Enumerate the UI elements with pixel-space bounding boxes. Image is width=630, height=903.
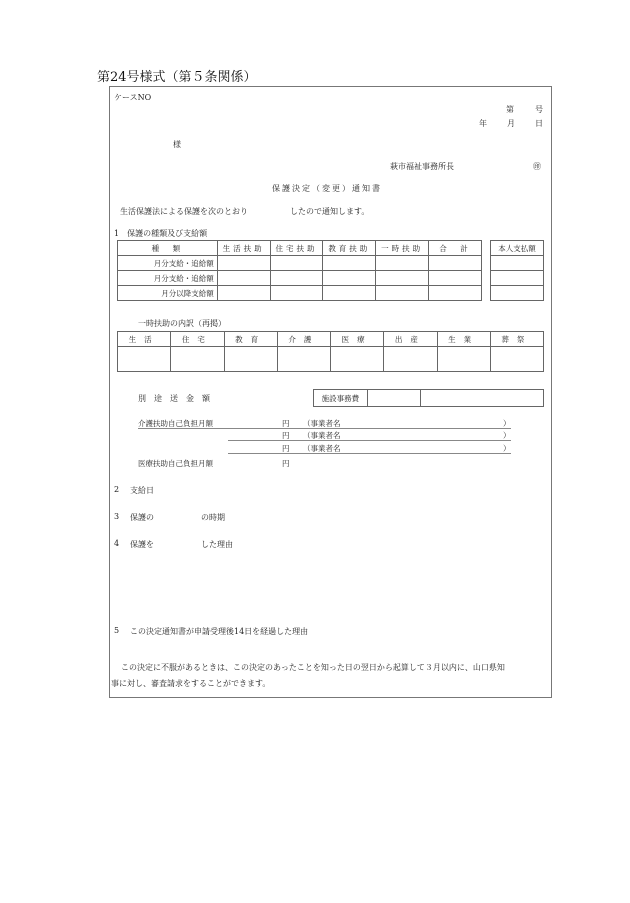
cell	[217, 256, 270, 271]
underline	[228, 440, 511, 441]
table-row	[118, 271, 482, 286]
provider-name-label: （事業者名	[303, 431, 341, 440]
document-title: 保護決定（変更）通知書	[272, 184, 382, 193]
table-header-row	[118, 332, 544, 347]
number-prefix: 第	[506, 105, 514, 114]
cell	[331, 347, 384, 372]
header-housing: 住宅	[171, 332, 224, 347]
item-number: 2	[114, 485, 120, 494]
form-number-title: 第24号様式（第５条関係）	[97, 70, 257, 85]
cell	[323, 286, 376, 301]
cell	[376, 256, 429, 271]
cell	[491, 256, 544, 271]
case-no-label: ケースNO	[114, 93, 152, 102]
row-label: 月分以降支給額	[118, 286, 218, 301]
care-copay-label: 介護扶助自己負担月額	[138, 419, 213, 428]
header-type: 種 類	[118, 241, 218, 256]
date-year: 年	[479, 119, 487, 128]
item-number: 5	[114, 626, 120, 635]
provider-name-label: （事業者名	[303, 419, 341, 428]
number-suffix: 号	[535, 105, 543, 114]
section1-title: 1 保護の種類及び支給額	[114, 229, 208, 238]
cell	[376, 271, 429, 286]
provider-close-paren: ）	[503, 444, 511, 453]
protection-reason-suffix: した理由	[201, 540, 233, 549]
facility-fee-label: 施設事務費	[314, 390, 368, 407]
row-label: 月分支給・追給額	[118, 271, 218, 286]
header-housing: 住宅扶助	[270, 241, 323, 256]
header-living: 生活扶助	[217, 241, 270, 256]
header-education: 教育	[224, 332, 277, 347]
header-education: 教育扶助	[323, 241, 376, 256]
provider-close-paren: ）	[503, 419, 511, 428]
table-row	[118, 256, 482, 271]
item-number: 3	[114, 512, 120, 521]
cell	[491, 271, 544, 286]
header-care: 介護	[277, 332, 330, 347]
cell	[384, 347, 437, 372]
protection-reason-label: 保護を	[130, 540, 154, 549]
cell	[490, 347, 543, 372]
cell	[491, 286, 544, 301]
appeal-notice-line1: この決定に不服があるときは、この決定のあったことを知った日の翌日から起算して３月以内に、山口県知	[121, 663, 505, 672]
protection-timing-label: 保護の	[130, 513, 154, 522]
provider-name-label: （事業者名	[303, 444, 341, 453]
cell	[118, 347, 171, 372]
cell	[270, 271, 323, 286]
row-label: 月分支給・追給額	[118, 256, 218, 271]
intro-text-after: したので通知します。	[290, 207, 370, 216]
yen-unit: 円	[282, 419, 290, 428]
cell	[270, 256, 323, 271]
header-temporary: 一時扶助	[376, 241, 429, 256]
header-childbirth: 出産	[384, 332, 437, 347]
table-row	[118, 347, 544, 372]
cell	[437, 347, 490, 372]
cell	[429, 286, 482, 301]
cell	[323, 256, 376, 271]
yen-unit: 円	[282, 431, 290, 440]
issuer-name: 萩市福祉事務所長	[390, 162, 454, 171]
date-month: 月	[507, 119, 515, 128]
facility-fee-table	[313, 389, 544, 407]
cell	[323, 271, 376, 286]
cell	[429, 271, 482, 286]
table-header-row	[118, 241, 482, 256]
item-number: 4	[114, 539, 120, 548]
cell	[217, 271, 270, 286]
separate-remittance-label: 別 途 送 金 額	[138, 394, 210, 403]
yen-unit: 円	[282, 444, 290, 453]
cell	[171, 347, 224, 372]
temporary-aid-breakdown-table	[117, 331, 544, 372]
facility-fee-value	[367, 390, 420, 407]
delay-reason-label: この決定通知書が申請受理後14日を経過した理由	[130, 627, 309, 636]
cell	[429, 256, 482, 271]
protection-timing-suffix: の時期	[201, 513, 225, 522]
ichiji-title: 一時扶助の内訳（再掲）	[138, 319, 226, 328]
payment-date-label: 支給日	[130, 486, 154, 495]
self-payment-table	[490, 240, 544, 301]
provider-close-paren: ）	[503, 431, 511, 440]
yen-unit: 円	[282, 459, 290, 468]
table-row	[118, 286, 482, 301]
recipient-suffix: 様	[173, 140, 181, 149]
benefit-amount-table	[117, 240, 482, 301]
medical-copay-label: 医療扶助自己負担月額	[138, 459, 213, 468]
header-total: 合 計	[429, 241, 482, 256]
intro-text-before: 生活保護法による保護を次のとおり	[120, 207, 248, 216]
cell	[277, 347, 330, 372]
cell	[270, 286, 323, 301]
appeal-notice-line2: 事に対し、審査請求をすることができます。	[111, 679, 271, 688]
facility-fee-value	[420, 390, 543, 407]
date-day: 日	[535, 119, 543, 128]
seal-mark: ㊞	[533, 162, 541, 171]
header-occupation: 生業	[437, 332, 490, 347]
header-living: 生活	[118, 332, 171, 347]
underline	[228, 453, 511, 454]
header-funeral: 葬祭	[490, 332, 543, 347]
cell	[376, 286, 429, 301]
self-payment-header: 本人支払額	[491, 241, 544, 256]
header-medical: 医療	[331, 332, 384, 347]
cell	[217, 286, 270, 301]
cell	[224, 347, 277, 372]
